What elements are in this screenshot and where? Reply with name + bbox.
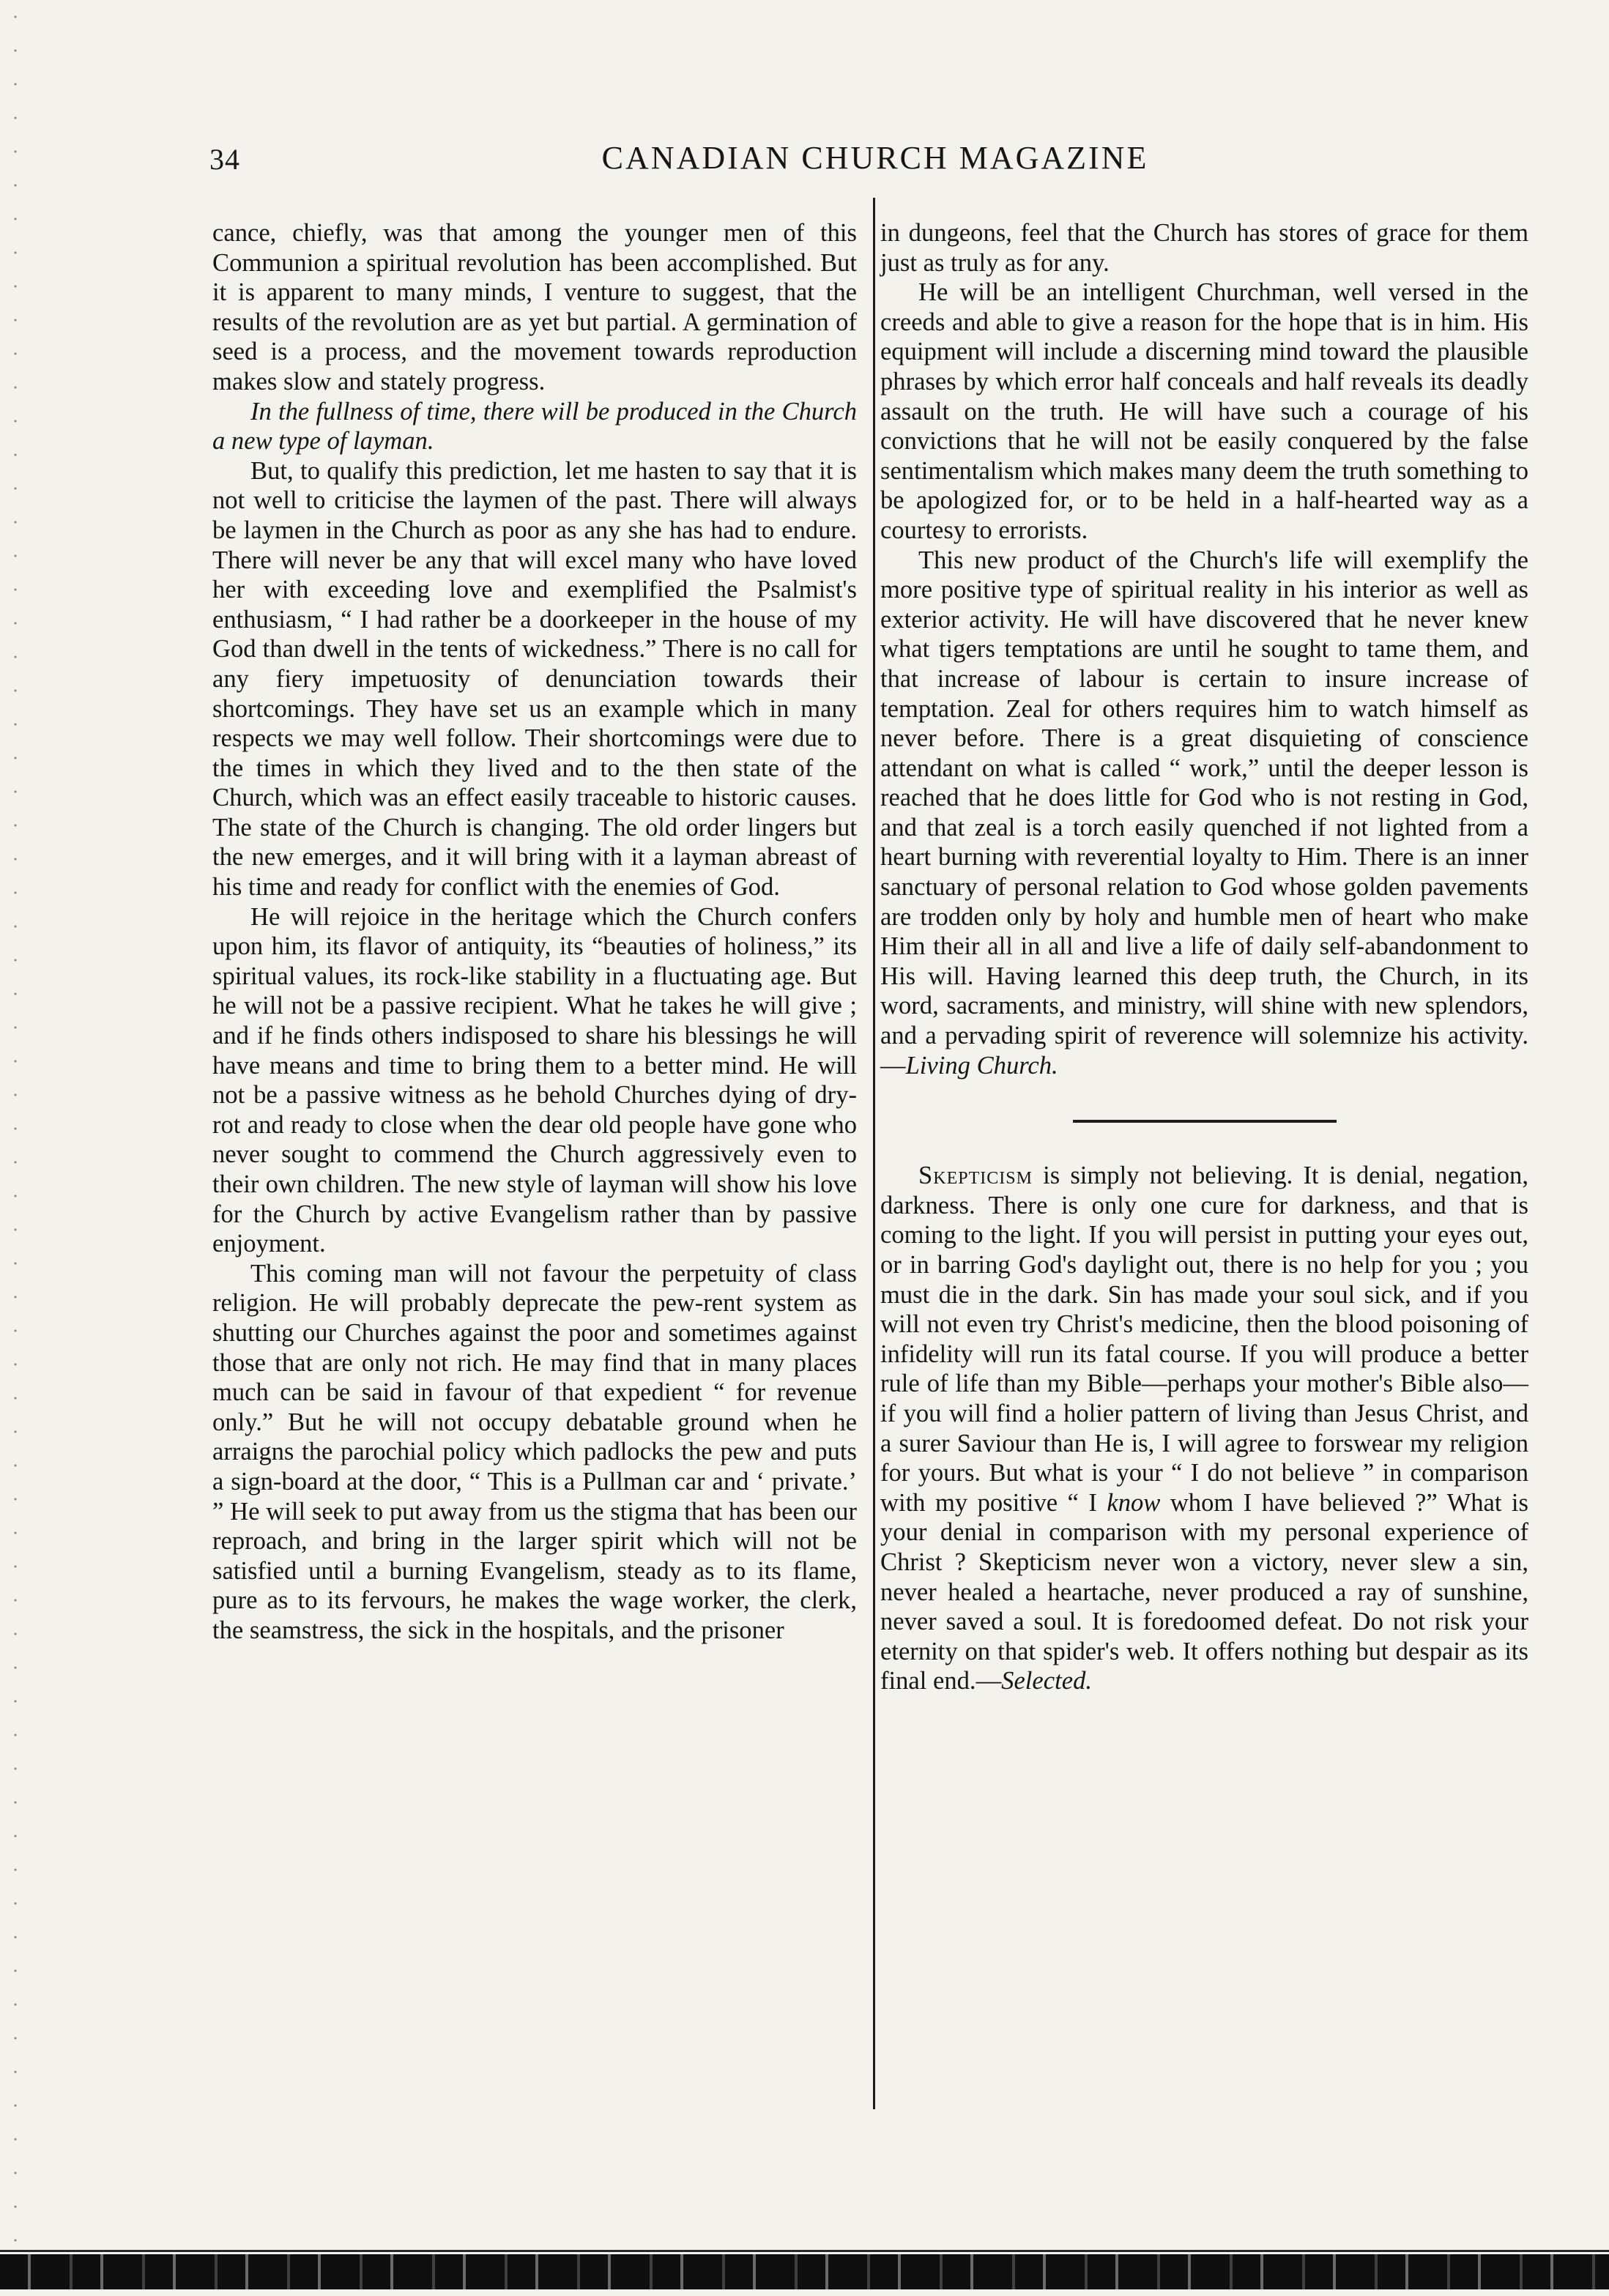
page-header [205,139,1545,190]
lead-word: Skepticism [918,1162,1033,1190]
paragraph: cance, chiefly, was that among the younger men of this Communion a spiritual revolution has been accomplished. But it is apparent to many minds, I venture to suggest, that the results of the revolution are as yet but partial. A germination of seed is a process, and the movement towards reproduction makes slow and stately progress. [212,219,857,395]
paragraph: He will rejoice in the heritage which the Church confers upon him, its flavor of antiquity, its “beauties of holiness,” its spiritual values, its rock-like stability in a fluctuating age. But he will not be a passive recipient. What he takes he will give ; and if he finds others indisposed to share his blessings he will have means and time to bring them to a better mind. He will not be a passive witness as he behold Churches dying of dry-rot and ready to close when the dear old people have gone who never sought to commend the Church aggressively even to their own children. The new style of layman will show his love for the Church by active Evangelism rather than by passive enjoyment. [212,902,857,1258]
paragraph-text: whom I have believed ?” What is your denial in comparison with my personal experience of Christ ? Skepticism never won a victory, never slew a sin, never healed a heartache, never produced a ray of sunshine, never saved a soul. It is foredoomed defeat. Do not risk your eternity on that spider's web. It offers nothing but despair as its final end.— [880,1488,1528,1695]
paragraph: in dungeons, feel that the Church has stores of grace for them just as truly as for any. [880,219,1528,277]
paragraph [880,546,1528,1081]
paragraph: He will be an intelligent Churchman, well versed in the creeds and able to give a reason for the hope that is in him. His equipment will include a discerning mind toward the plausible phrases by which error half conceals and half reveals its deadly assault on the truth. He will have such a courage of his convictions that he will not be easily conquered by the false sentimentalism which makes many deem the truth something to be apologized for, or to be held in a half-hearted way as a courtesy to errorists. [880,278,1528,544]
right-column [880,218,1528,1696]
italic-word: know [1107,1488,1161,1517]
page-number: 34 [209,143,240,176]
paragraph-text: is simply not believing. It is denial, negation, darkness. There is only one cure for darkness, and that is coming to the light. If you will persist in putting your eyes out, or in barring God's daylight out, there is no help for you ; you must die in the dark. Sin has made your soul sick, and if you will not even try Christ's medicine, then the blood poisoning of infidelity will run its fatal course. If you will produce a better rule of life than my Bible—perhaps your mother's Bible also—if you will find a holier pattern of living than Jesus Christ, and a surer Saviour than He is, I will agree to forswear my religion for yours. But what is your “ I do not believe ” in comparison with my positive “ I [880,1162,1528,1517]
paragraph: But, to qualify this prediction, let me hasten to say that it is not well to criticise the laymen of the past. There will always be laymen in the Church as poor as any she has had to endure. There will never be any that will excel many who have loved her with exceeding love and exemplified the Psalmist's enthusiasm, “ I had rather be a doorkeeper in the house of my God than dwell in the tents of wickedness.” There is no call for any fiery impetuosity of denunciation towards their shortcomings. They have set us an example which in many respects we may well follow. Their shortcomings were due to the times in which they lived and to the then state of the Church, which was an effect easily traceable to historic causes. The state of the Church is changing. The old order lingers but the new emerges, and it will bring with it a layman abreast of his time and ready for conflict with the enemies of God. [212,456,857,902]
column-divider [873,198,875,2109]
paragraph [212,397,857,456]
section-separator [1073,1120,1337,1123]
left-column [212,218,857,1646]
paragraph [880,1161,1528,1696]
paragraph: This coming man will not favour the perpetuity of class religion. He will probably deprecate the pew-rent system as shutting our Churches against the poor and sometimes against those that are only not rich. He may find that in many places much can be said in favour of that expedient “ for revenue only.” But he will not occupy debatable ground when he arraigns the parochial policy which padlocks the pew and puts a sign-board at the door, “ This is a Pullman car and ‘ private.’ ” He will seek to put away from us the stigma that has been our reproach, and bring in the larger spirit which will not be satisfied until a burning Evangelism, steady as to its flame, pure as to its fervours, he makes the wage worker, the clerk, the seamstress, the sick in the hospitals, and the prisoner [212,1259,857,1644]
bottom-rule [0,2250,1609,2252]
source-attribution: Living Church. [905,1051,1058,1080]
italic-text: In the fullness of time, there will be produced in the Church a new type of layman. [212,397,857,456]
source-attribution: Selected. [1001,1667,1092,1695]
magazine-title: CANADIAN CHURCH MAGAZINE [601,140,1149,176]
scan-edge-marks [10,0,21,2296]
paragraph-text: This new product of the Church's life will exemplify the more positive type of spiritual reality in his interior as well as exterior activity. He will have discovered that he never knew what tigers temptations are until he sought to tame them, and that increase of labour is certain to insure increase of temptation. Zeal for others requires him to watch himself as never before. There is a great disquieting of conscience attendant on what is called “ work,” until the deeper lesson is reached that he does little for God who is not resting in God, and that zeal is a torch easily quenched if not lighted from a heart burning with reverential loyalty to Him. There is an inner sanctuary of personal relation to God whose golden pavements are trodden only by holy and humble men of heart who make Him their all in all and live a life of daily self-abandonment to His will. Having learned this deep truth, the Church, in its word, sacraments, and ministry, will shine with new splendors, and a pervading spirit of reverence will solemnize his activity.— [880,546,1528,1080]
scan-bottom-band [0,2254,1609,2289]
